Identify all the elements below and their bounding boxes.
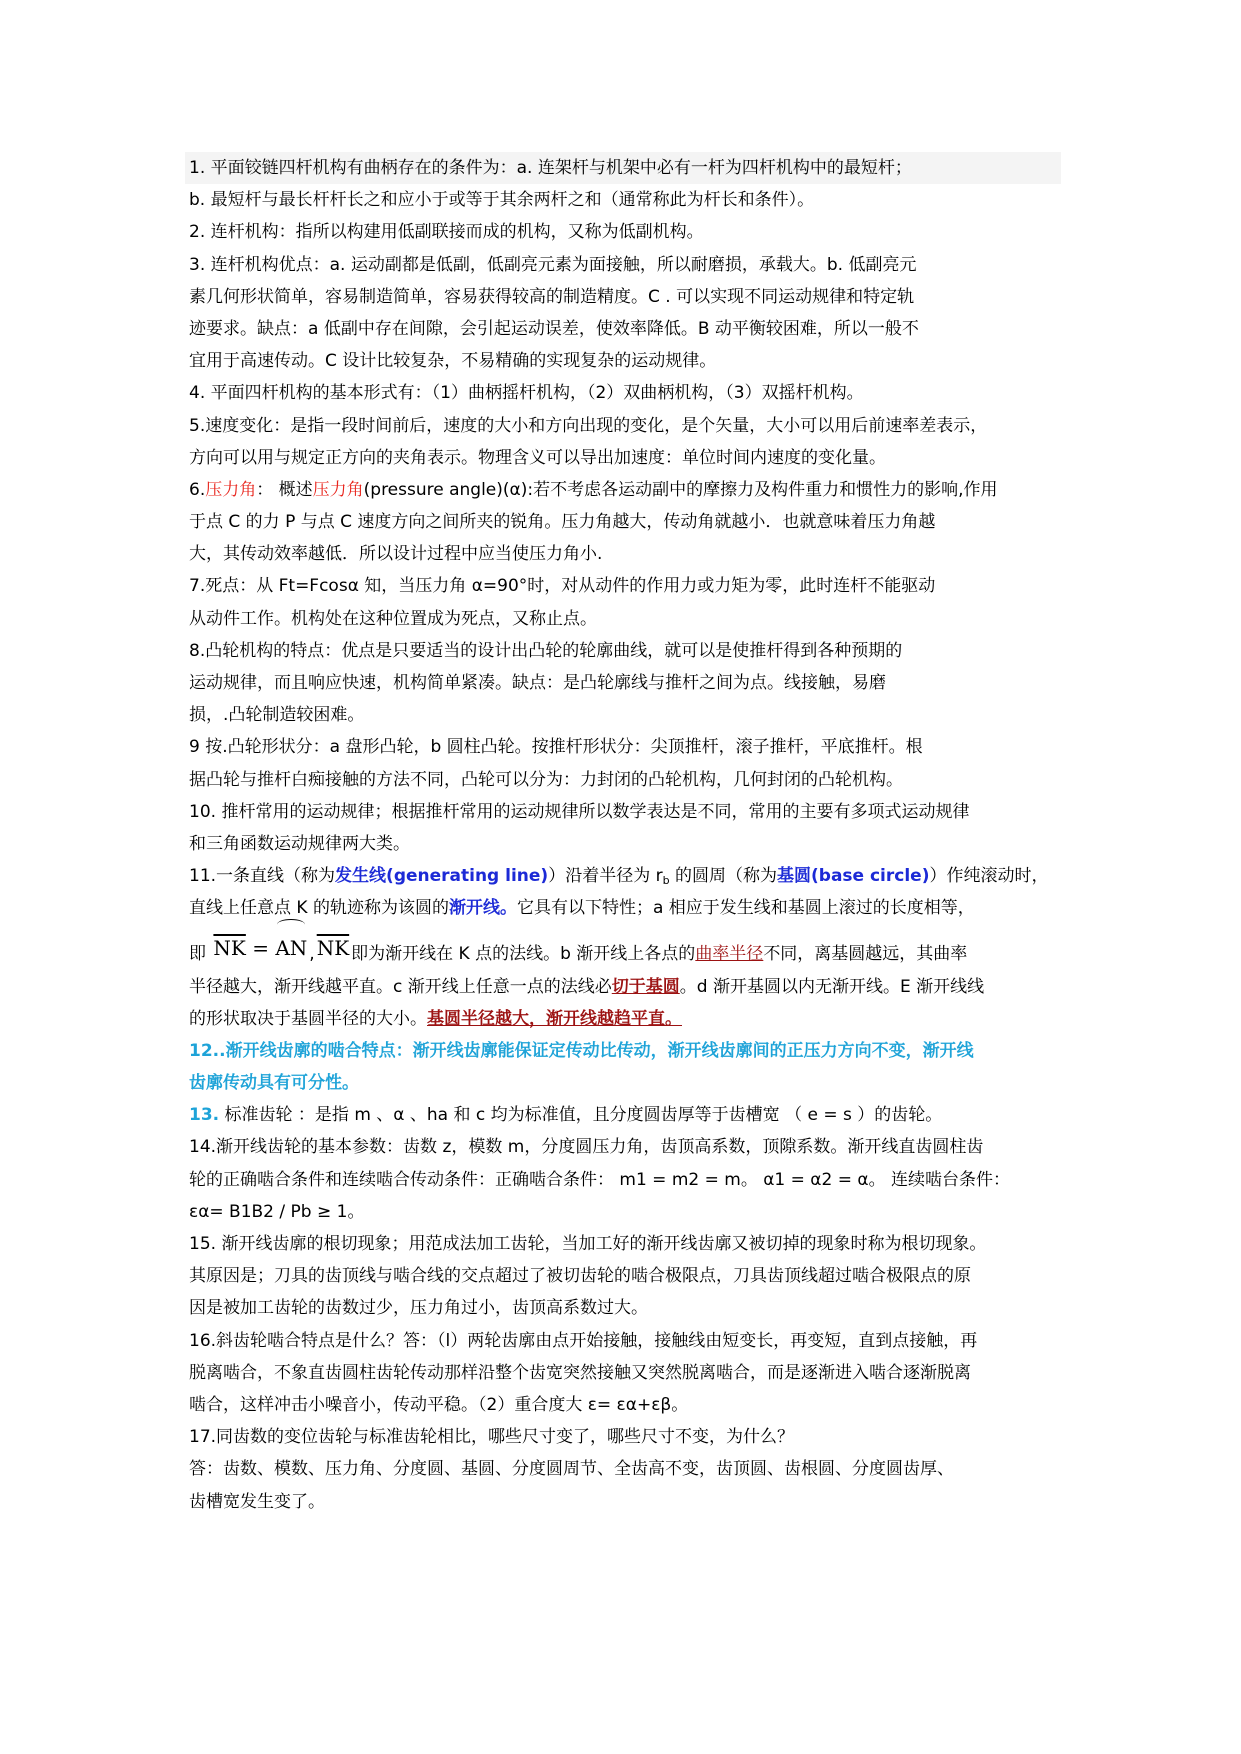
item-12-line-1: 12..渐开线齿廓的啮合特点：渐开线齿廓能保证定传动比传动，渐开线齿廓间的正压力方向不变，渐开线 [189,1040,974,1061]
line: 10. 推杆常用的运动规律；根据推杆常用的运动规律所以数学表达是不同，常用的主要有多项式运动规律 [189,801,970,822]
item-11-text: 直线上任意点 K 的轨迹称为该圆的 [189,898,449,919]
item-11-text: 11.一条直线（称为 [189,866,336,887]
pressure-angle-term-2: 压力角 [312,479,364,500]
line: 宜用于高速传动。C 设计比较复杂，不易精确的实现复杂的运动规律。 [189,351,717,372]
item-11-text: 半径越大，渐开线越平直。c 渐开线上任意一点的法线必 [189,976,612,997]
line: 3. 连杆机构优点：a. 运动副都是低副，低副亮元素为面接触，所以耐磨损，承载大。b. 低副亮元 [189,254,917,275]
item-11-text: 即 [189,943,206,964]
item-12-line-2: 齿廓传动具有可分性。 [189,1073,359,1094]
line: 答：齿数、模数、压力角、分度圆、基圆、分度圆周节、全齿高不变，齿顶圆、齿根圆、分度圆齿厚、 [189,1459,954,1480]
item-11-text: 即为渐开线在 K 点的法线。b 渐开线上各点的 [351,943,696,964]
line: 从动件工作。机构处在这种位置成为死点，又称止点。 [189,608,597,629]
curvature-radius-term: 曲率半径 [695,943,764,964]
line: 2. 连杆机构：指所以构建用低副联接而成的机构，又称为低副机构。 [189,222,704,243]
item-11-text: 。d 渐开基圆以内无渐开线。E 渐开线线 [679,976,985,997]
nk-segment: $\overline{NK}$ [213,935,246,960]
line: 4. 平面四杆机构的基本形式有：（1）曲柄摇杆机构，（2）双曲柄机构，（3）双摇杆机构。 [189,383,864,404]
item-11-text: 的形状取决于基圆半径的大小。 [189,1008,427,1029]
line: 其原因是；刀具的齿顶线与啮合线的交点超过了被切齿轮的啮合极限点，刀具齿顶线超过啮合极限点的原 [189,1266,971,1287]
item-11-line-4 [189,971,1061,1003]
line: 损，.凸轮制造较困难。 [189,705,365,726]
line: 1. 平面铰链四杆机构有曲柄存在的条件为：a. 连架杆与机架中必有一杆为四杆机构中的最短杆； [185,152,1061,184]
item-11-text: 不同，离基圆越远，其曲率 [763,943,968,964]
item-6-text-rest: (pressure angle)(α):若不考虑各运动副中的摩擦力及构件重力和惯性力的影响,作用 [363,479,998,500]
line: 7.死点：从 Ft=Fcosα 知，当压力角 α=90°时，对从动件的作用力或力矩为零，此时连杆不能驱动 [189,576,936,597]
arc-length-formula [213,925,307,971]
line: 16.斜齿轮啮合特点是什么？答：（l）两轮齿廓由点开始接触，接触线由短变长，再变短，直到点接触，再 [189,1330,978,1351]
item-6-number: 6. [189,479,206,500]
pressure-angle-term: 压力角 [205,479,257,500]
base-circle-term: 基圆(base circle) [777,866,930,887]
line: 据凸轮与推杆白痴接触的方法不同，凸轮可以分为：力封闭的凸轮机构，几何封闭的凸轮机构。 [189,769,903,790]
nk-segment-2: $\overline{NK}$ [316,935,350,960]
line: 因是被加工齿轮的齿数过少，压力角过小，齿顶高系数过大。 [189,1298,648,1319]
item-11-text: ）沿着半径为 r [548,866,663,887]
item-6-line [189,474,1061,506]
line: 8.凸轮机构的特点：优点是只要适当的设计出凸轮的轮廓曲线，就可以是使推杆得到各种预期的 [189,640,903,661]
item-11-line-5 [189,1003,1061,1035]
involute-term: 渐开线。 [448,898,517,919]
line: 脱离啮合，不象直齿圆柱齿轮传动那样沿整个齿宽突然接触又突然脱离啮合，而是逐渐进入啮合逐渐脱离 [189,1362,971,1383]
line: 方向可以用与规定正方向的夹角表示。物理含义可以导出加速度：单位时间内速度的变化量。 [189,447,886,468]
equals-sign: = [245,935,276,960]
line: 14.渐开线齿轮的基本参数：齿数 z，模数 m，分度圆压力角，齿顶高系数，顶隙系数。渐开线直齿圆柱齿 [189,1137,984,1158]
generating-line-term: 发生线(generating line) [335,866,549,887]
normal-formula [317,925,349,971]
line: 17.同齿数的变位齿轮与标准齿轮相比，哪些尺寸变了，哪些尺寸不变，为什么？ [189,1427,795,1448]
line: 和三角函数运动规律两大类。 [189,833,410,854]
line: εα= B1B2 / Pb ≥ 1。 [189,1201,365,1222]
line: 大，其传动效率越低．所以设计过程中应当使压力角小. [189,544,603,565]
line: 9 按.凸轮形状分：a 盘形凸轮，b 圆柱凸轮。按推杆形状分：尖顶推杆，滚子推杆，平底推杆。根 [189,737,923,758]
comma: , [309,943,315,964]
item-13-line [189,1099,1061,1131]
line: 15. 渐开线齿廓的根切现象；用范成法加工齿轮，当加工好的渐开线齿廓又被切掉的现象时称为根切现象。 [189,1234,987,1254]
line: b. 最短杆与最长杆杆长之和应小于或等于其余两杆之和（通常称此为杆长和条件）。 [189,190,815,211]
item-11-line-3 [189,925,1061,971]
an-arc: AN [275,925,307,971]
notes-text [189,152,1061,1518]
conclusion-term: 基圆半径越大，渐开线越趋平直。 [427,1008,682,1029]
item-13-text: 标准齿轮 ：是指 m 、α 、ha 和 c 均为标准值，且分度圆齿厚等于齿槽宽 （ e = s ）的齿轮。 [219,1105,943,1126]
item-11-line-1 [189,860,1061,892]
item-11-text: ）作纯滚动时， [929,866,1049,887]
item-11-text: 它具有以下特性；a 相应于发生线和基圆上滚过的长度相等， [516,898,975,919]
line: 齿槽宽发生变了。 [189,1491,325,1512]
line: 轮的正确啮合条件和连续啮合传动条件：正确啮合条件： m1 = m2 = m。 α1 = α2 = α。 连续啮台条件： [189,1169,1010,1190]
line: 运动规律，而且响应快速，机构简单紧凑。缺点：是凸轮廓线与推杆之间为点。线接触，易磨 [189,673,886,693]
line: 迹要求。缺点：a 低副中存在间隙，会引起运动误差，使效率降低。B 动平衡较困难，所以一般不 [189,318,919,339]
item-13-number: 13. [189,1105,220,1126]
item-11-text: 的圆周（称为 [669,866,777,887]
line: 5.速度变化：是指一段时间前后，速度的大小和方向出现的变化，是个矢量，大小可以用后前速率差表示， [189,415,988,436]
line: 素几何形状简单，容易制造简单，容易获得较高的制造精度。C . 可以实现不同运动规律和特定轨 [189,286,915,307]
line: 啮合，这样冲击小噪音小，传动平稳。（2）重合度大 ε= εα+εβ。 [189,1394,689,1415]
radius-subscript: b [662,874,670,888]
item-11-line-2 [189,892,1061,924]
tangent-term: 切于基圆 [611,976,680,997]
line: 于点 C 的力 P 与点 C 速度方向之间所夹的锐角。压力角越大，传动角就越小．也就意味着压力角越 [189,512,936,533]
item-6-text: ： 概述 [256,479,313,500]
